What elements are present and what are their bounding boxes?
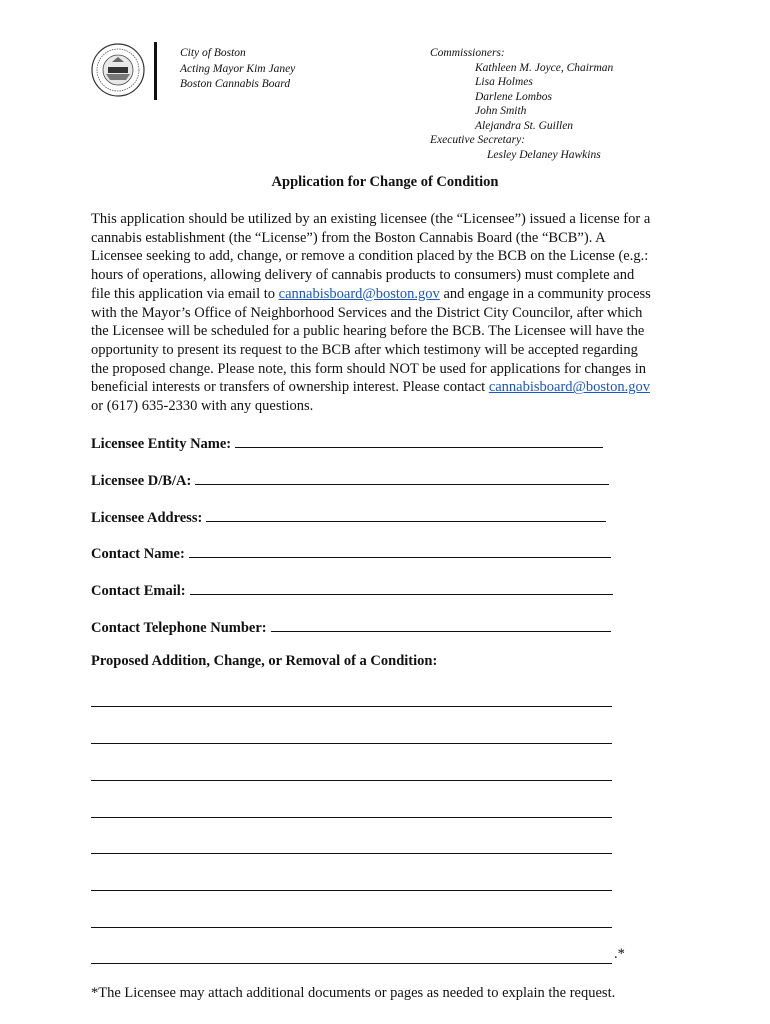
intro-line: Licensee seeking to add, change, or remove a condition placed by the BCB on the License (e.g.: bbox=[91, 248, 649, 265]
contact-name-field bbox=[91, 542, 611, 563]
entity-name-label: Licensee Entity Name: bbox=[91, 436, 232, 452]
intro-line bbox=[91, 285, 681, 304]
intro-line: hours of operations, allowing delivery of cannabis products to consumers) must complete and bbox=[91, 267, 635, 284]
commissioners-label: Commissioners: bbox=[430, 47, 505, 59]
contact-email-field bbox=[91, 579, 613, 600]
condition-input-line[interactable] bbox=[91, 963, 612, 964]
intro-line: This application should be utilized by an existing licensee (the “Licensee”) issued a license for a bbox=[91, 211, 651, 227]
contact-name-input-line[interactable] bbox=[189, 542, 611, 558]
city-seal-logo bbox=[90, 40, 146, 100]
address-field bbox=[91, 506, 606, 527]
address-label: Licensee Address: bbox=[91, 510, 203, 526]
contact-email-input-line[interactable] bbox=[190, 579, 613, 595]
email-link[interactable]: cannabisboard@boston.gov bbox=[488, 379, 650, 396]
footnote-marker: .* bbox=[614, 946, 625, 962]
intro-text: and engage in a community process bbox=[439, 285, 651, 302]
address-input-line[interactable] bbox=[206, 506, 606, 522]
condition-input-line[interactable] bbox=[91, 927, 612, 928]
page-title: Application for Change of Condition bbox=[271, 174, 499, 190]
dba-field bbox=[91, 469, 609, 490]
entity-name-field bbox=[91, 432, 603, 453]
commissioner-item: Alejandra St. Guillen bbox=[475, 119, 574, 132]
entity-name-input-line[interactable] bbox=[235, 432, 603, 448]
commissioners-block bbox=[430, 46, 613, 162]
intro-line: cannabis establishment (the “License”) from the Boston Cannabis Board (the “BCB”). A bbox=[91, 229, 606, 246]
commissioner-item: Lisa Holmes bbox=[475, 76, 533, 88]
intro-text: beneficial interests or transfers of ownership interest. Please contact bbox=[91, 379, 489, 396]
intro-line: or (617) 635-2330 with any questions. bbox=[91, 398, 314, 415]
contact-name-label: Contact Name: bbox=[91, 546, 185, 562]
contact-phone-field bbox=[91, 616, 611, 637]
board-name: Boston Cannabis Board bbox=[180, 78, 291, 90]
executive-secretary-name: Lesley Delaney Hawkins bbox=[487, 148, 601, 161]
condition-input-line[interactable] bbox=[91, 780, 612, 781]
header-divider bbox=[154, 42, 157, 100]
contact-phone-label: Contact Telephone Number: bbox=[91, 620, 267, 636]
condition-input-line[interactable] bbox=[91, 743, 612, 744]
proposed-condition-heading: Proposed Addition, Change, or Removal of a Condition: bbox=[91, 653, 438, 669]
condition-input-line[interactable] bbox=[91, 817, 612, 818]
condition-input-line[interactable] bbox=[91, 853, 612, 854]
condition-input-line[interactable] bbox=[91, 706, 612, 707]
commissioner-item: John Smith bbox=[475, 105, 527, 117]
city-block bbox=[180, 46, 295, 93]
dba-input-line[interactable] bbox=[195, 469, 609, 485]
dba-label: Licensee D/B/A: bbox=[91, 473, 192, 489]
email-link[interactable]: cannabisboard@boston.gov bbox=[278, 285, 440, 302]
intro-line bbox=[91, 378, 681, 397]
commissioner-item: Darlene Lombos bbox=[475, 90, 552, 103]
intro-paragraph bbox=[91, 210, 681, 416]
intro-text: file this application via email to bbox=[91, 285, 279, 302]
executive-secretary-label: Executive Secretary: bbox=[430, 134, 526, 146]
intro-line: with the Mayor’s Office of Neighborhood Services and the District City Councilor, after which bbox=[91, 304, 643, 321]
intro-line: the Licensee will be scheduled for a public hearing before the BCB. The Licensee will have the bbox=[91, 323, 645, 340]
contact-email-label: Contact Email: bbox=[91, 583, 186, 599]
intro-line: the proposed change. Please note, this form should NOT be used for applications for changes in bbox=[91, 360, 647, 377]
commissioner-item: Kathleen M. Joyce, Chairman bbox=[475, 61, 614, 74]
city-name: City of Boston bbox=[180, 47, 246, 59]
mayor-name: Acting Mayor Kim Janey bbox=[180, 62, 296, 75]
condition-input-line[interactable] bbox=[91, 890, 612, 891]
footnote: *The Licensee may attach additional documents or pages as needed to explain the request. bbox=[91, 985, 616, 1001]
contact-phone-input-line[interactable] bbox=[271, 616, 611, 632]
intro-line: opportunity to present its request to the BCB after which testimony will be accepted regarding bbox=[91, 341, 638, 358]
